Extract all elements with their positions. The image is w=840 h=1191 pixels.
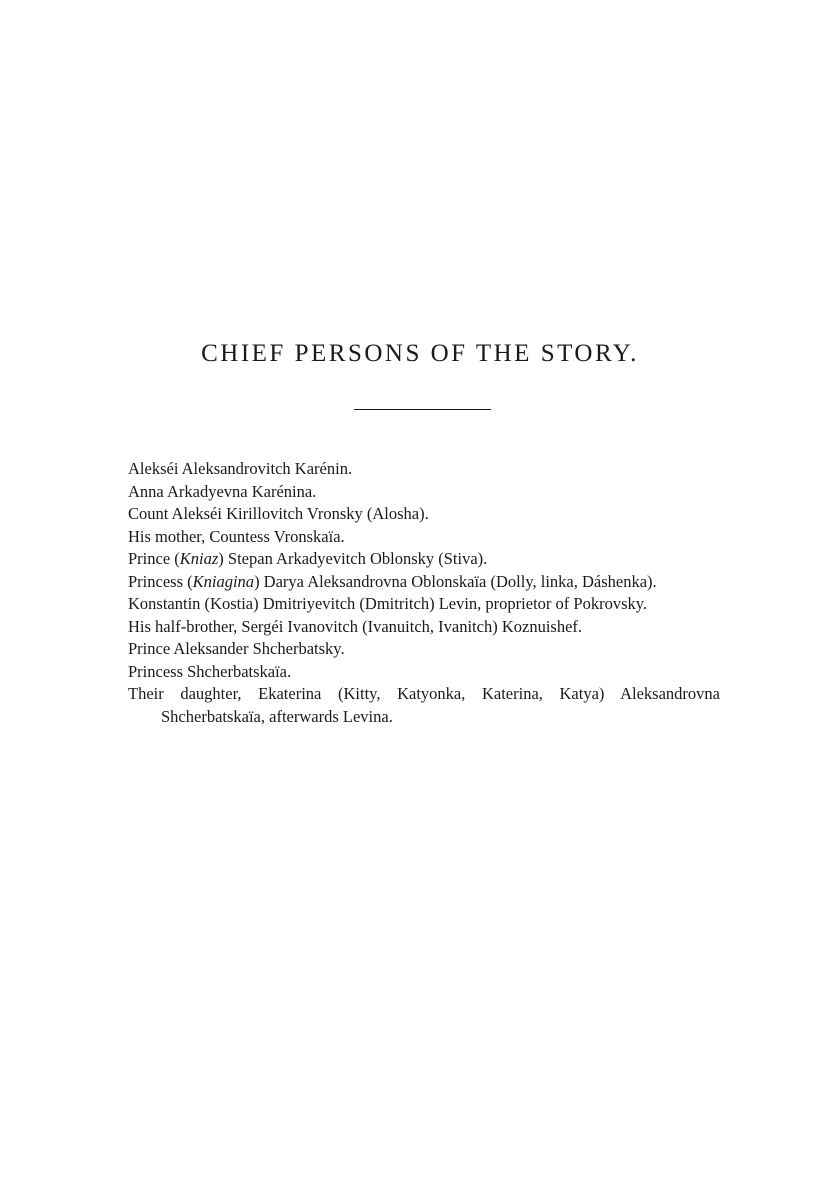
person-entry: His half-brother, Sergéi Ivanovitch (Ivanuitch, Ivanitch) Koznuishef. [128,616,583,636]
person-entry: His mother, Countess Vronskaïa. [128,526,345,546]
title-divider [354,409,491,410]
person-text: Prince ( [128,549,180,568]
person-text: ) Darya Aleksandrovna Oblonskaïa (Dolly, linka, Dáshenka). [254,571,657,591]
person-entry: Prince Aleksander Shcherbatsky. [128,639,345,658]
person-text: ) Stepan Arkadyevitch Oblonsky (Stiva). [218,549,488,568]
person-entry [128,548,720,571]
person-entry: Count Alekséi Kirillovitch Vronsky (Alosha). [128,504,429,523]
person-entry: Their daughter, Ekaterina (Kitty, Katyonka, Katerina, Katya) Aleksandrovna Shcherbatskaïa, afterwards Levina. [128,684,720,726]
person-entry [128,571,720,594]
person-title-italic: Kniagina [192,571,255,591]
person-text: Princess ( [128,571,193,591]
person-entry: Alekséi Aleksandrovitch Karénin. [128,459,353,478]
person-entry: Princess Shcherbatskaïa. [128,661,292,681]
persons-list [128,458,720,728]
page-title: CHIEF PERSONS OF THE STORY. [201,340,639,367]
person-entry: Konstantin (Kostia) Dmitriyevitch (Dmitritch) Levin, proprietor of Pokrovsky. [128,594,648,613]
person-title-italic: Kniaz [179,549,219,568]
person-entry: Anna Arkadyevna Karénina. [128,481,317,501]
